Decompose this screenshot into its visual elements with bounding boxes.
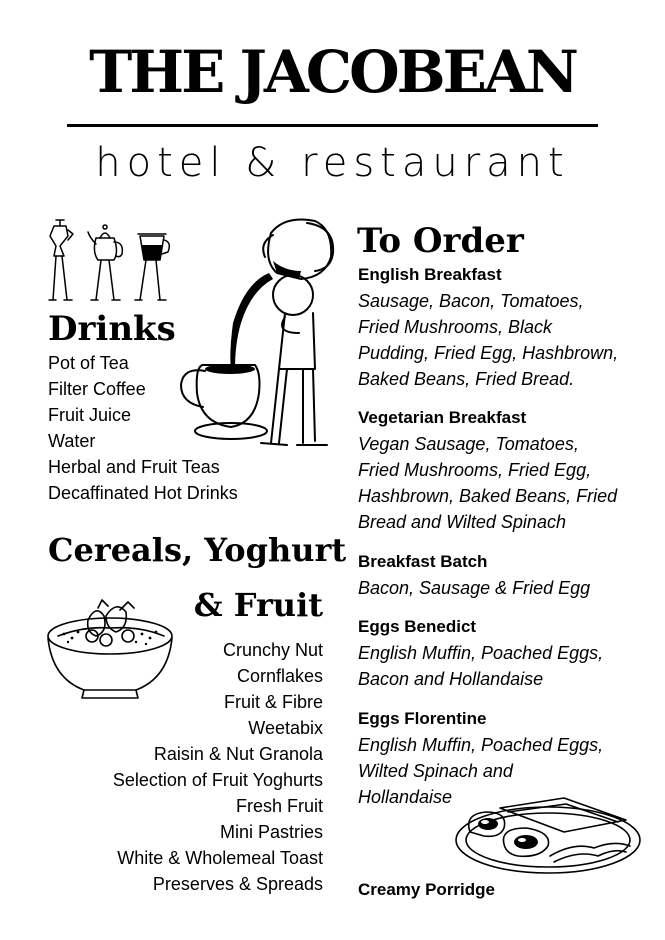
menu-item-name: Eggs Benedict <box>358 617 477 636</box>
menu-item-english-breakfast <box>358 262 658 392</box>
list-item: Water <box>48 431 96 451</box>
page-subtitle: hotel & restaurant <box>95 140 570 186</box>
list-item: Fruit Juice <box>48 405 132 425</box>
menu-item-name: Eggs Florentine <box>358 709 487 728</box>
cereals-heading-line2: & Fruit <box>193 586 323 624</box>
cereals-heading: Cereals, Yoghurt <box>48 531 347 569</box>
list-item: Herbal and Fruit Teas <box>48 457 220 477</box>
menu-item-description: Hollandaise <box>358 787 453 807</box>
list-item: Decaffinated Hot Drinks <box>48 483 238 503</box>
menu-item-name: Breakfast Batch <box>358 552 488 571</box>
page-title: THE JACOBEAN <box>89 38 576 106</box>
menu-item-description: Baked Beans, Fried Bread. <box>358 369 575 389</box>
drinks-heading: Drinks <box>48 309 176 349</box>
menu-item-name: English Breakfast <box>358 265 502 284</box>
menu-item-creamy-porridge <box>358 877 658 903</box>
list-item: Mini Pastries <box>219 822 323 842</box>
menu-item-vegetarian-breakfast <box>358 405 658 535</box>
list-item: Cornflakes <box>236 666 323 686</box>
menu-item-description: Hashbrown, Baked Beans, Fried <box>358 486 618 506</box>
menu-item-description: Wilted Spinach and <box>358 761 513 781</box>
coffee-pots-icon <box>46 212 176 304</box>
menu-item-description: English Muffin, Poached Eggs, <box>358 643 604 663</box>
to-order-heading: To Order <box>357 221 524 261</box>
menu-item-description: Bread and Wilted Spinach <box>358 512 566 532</box>
list-item: Fruit & Fibre <box>223 692 323 712</box>
menu-item-name: Vegetarian Breakfast <box>358 408 527 427</box>
menu-item-description: Bacon, Sausage & Fried Egg <box>358 578 591 598</box>
menu-item-description: Pudding, Fried Egg, Hashbrown, <box>358 343 619 363</box>
list-item: Selection of Fruit Yoghurts <box>112 770 323 790</box>
cereals-list <box>113 637 323 897</box>
breakfast-plate-icon <box>454 794 642 876</box>
list-item: Pot of Tea <box>48 353 129 373</box>
menu-item-description: Sausage, Bacon, Tomatoes, <box>358 291 584 311</box>
list-item: Preserves & Spreads <box>152 874 323 894</box>
menu-item-breakfast-batch <box>358 549 658 601</box>
list-item: Crunchy Nut <box>222 640 323 660</box>
menu-item-description: Fried Mushrooms, Fried Egg, <box>358 460 592 480</box>
menu-item-description: Bacon and Hollandaise <box>358 669 544 689</box>
menu-item-name: Creamy Porridge <box>358 880 495 899</box>
list-item: Filter Coffee <box>48 379 146 399</box>
menu-item-description: Fried Mushrooms, Black <box>358 317 553 337</box>
drinks-list <box>48 350 238 506</box>
list-item: Fresh Fruit <box>235 796 323 816</box>
list-item: White & Wholemeal Toast <box>117 848 323 868</box>
menu-item-description: Vegan Sausage, Tomatoes, <box>358 434 579 454</box>
menu-item-eggs-benedict <box>358 614 658 692</box>
menu-item-description: English Muffin, Poached Eggs, <box>358 735 604 755</box>
list-item: Weetabix <box>248 718 323 738</box>
title-divider <box>67 124 598 127</box>
list-item: Raisin & Nut Granola <box>153 744 323 764</box>
